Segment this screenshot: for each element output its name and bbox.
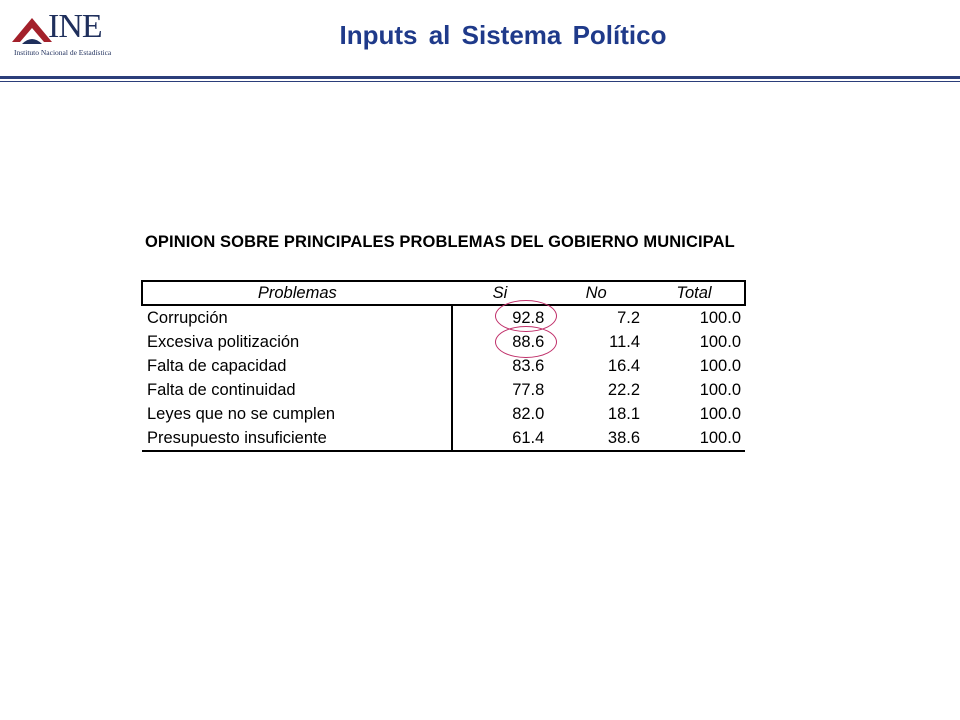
cell-no: 16.4 bbox=[607, 357, 641, 375]
cell-problema: Presupuesto insuficiente bbox=[142, 426, 452, 451]
column-header-total: Total bbox=[644, 281, 745, 305]
cell-no: 11.4 bbox=[609, 333, 641, 351]
table-row bbox=[142, 305, 745, 330]
cell-problema: Falta de capacidad bbox=[142, 354, 452, 378]
cell-total: 100.0 bbox=[644, 426, 745, 451]
cell-si: 88.6 bbox=[512, 333, 545, 351]
cell-total: 100.0 bbox=[699, 333, 741, 351]
cell-total: 100.0 bbox=[699, 357, 741, 375]
cell-si: 61.4 bbox=[452, 426, 549, 451]
cell-problema: Falta de continuidad bbox=[142, 378, 452, 402]
table-row bbox=[142, 402, 745, 426]
cell-problema: Corrupción bbox=[142, 305, 452, 330]
cell-si: 77.8 bbox=[512, 381, 545, 399]
cell-si: 92.8 bbox=[512, 309, 545, 327]
table-row bbox=[142, 426, 745, 451]
cell-no: 38.6 bbox=[548, 426, 644, 451]
header-divider-thin bbox=[0, 81, 960, 82]
cell-total: 100.0 bbox=[699, 381, 741, 399]
cell-total: 100.0 bbox=[699, 309, 741, 327]
column-header-problemas: Problemas bbox=[142, 281, 452, 305]
table-row bbox=[142, 354, 745, 378]
page-title: Inputs al Sistema Político bbox=[339, 20, 667, 50]
table-header-row bbox=[142, 281, 745, 305]
column-header-no: No bbox=[548, 281, 644, 305]
problems-table bbox=[141, 280, 746, 452]
table-body bbox=[142, 305, 745, 451]
cell-no: 7.2 bbox=[617, 309, 641, 327]
table-row bbox=[142, 378, 745, 402]
cell-si: 82.0 bbox=[512, 405, 545, 423]
header-divider bbox=[0, 76, 960, 79]
cell-problema: Excesiva politización bbox=[142, 330, 452, 354]
column-header-si: Si bbox=[452, 281, 549, 305]
table-caption: OPINION SOBRE PRINCIPALES PROBLEMAS DEL GOBIERNO MUNICIPAL bbox=[145, 233, 735, 251]
cell-si: 83.6 bbox=[512, 357, 545, 375]
cell-no: 18.1 bbox=[607, 405, 641, 423]
cell-total: 100.0 bbox=[699, 405, 741, 423]
logo-subtitle: Instituto Nacional de Estadística bbox=[14, 48, 112, 57]
cell-problema: Leyes que no se cumplen bbox=[142, 402, 452, 426]
table-row bbox=[142, 330, 745, 354]
cell-no: 22.2 bbox=[607, 381, 641, 399]
logo-text: INE bbox=[48, 8, 102, 45]
